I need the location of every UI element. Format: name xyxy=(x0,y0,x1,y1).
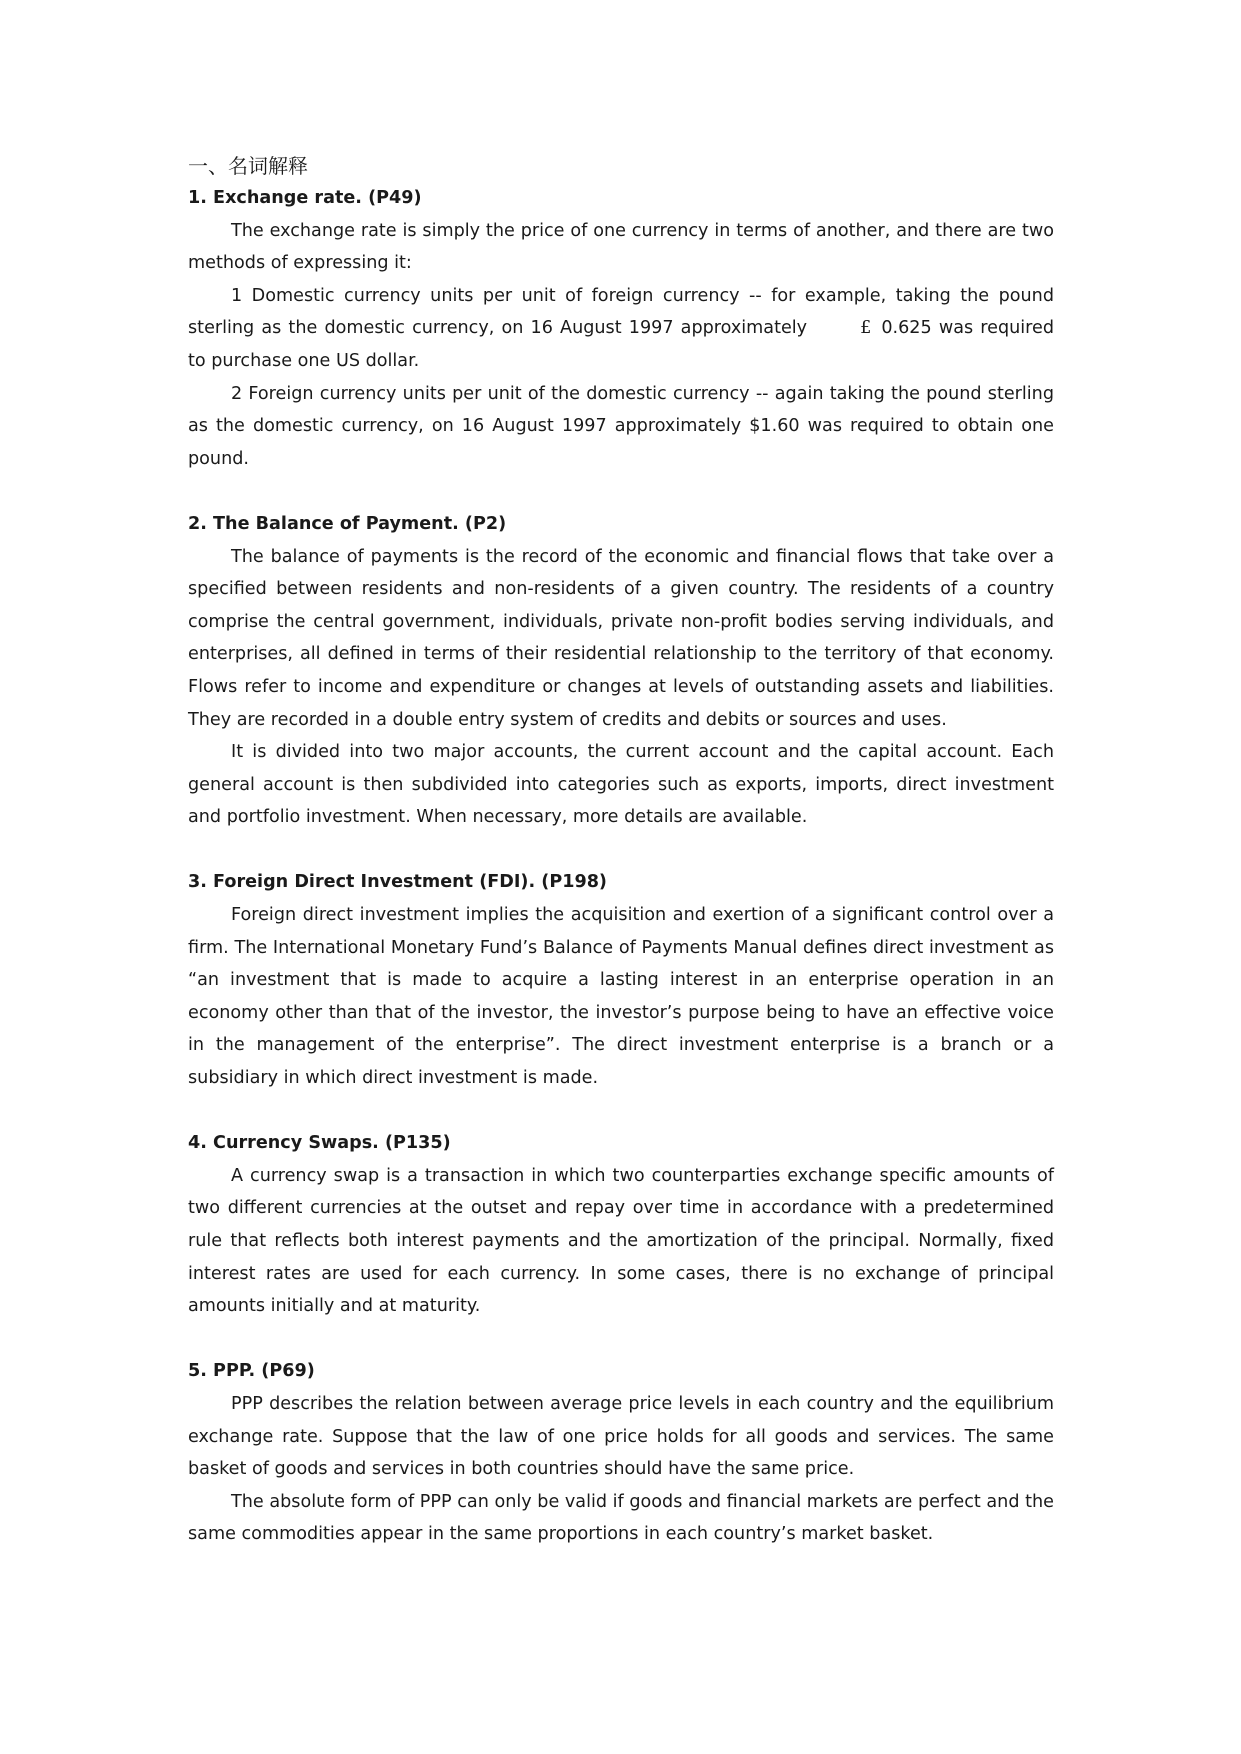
paragraph: The absolute form of PPP can only be valid if goods and financial markets are perfect and the same commodities appear in the same proportions in each country’s market basket. xyxy=(188,1491,1054,1545)
term-heading: 3. Foreign Direct Investment (FDI). (P198) xyxy=(188,872,607,893)
term-heading: 4. Currency Swaps. (P135) xyxy=(188,1133,451,1154)
term-heading: 2. The Balance of Payment. (P2) xyxy=(188,513,507,534)
section-title: 一、名词解释 xyxy=(188,154,308,178)
entry-balance-of-payment xyxy=(188,508,1054,834)
entry-foreign-direct-investment xyxy=(188,866,1054,1094)
entry-exchange-rate xyxy=(188,182,1054,475)
paragraph: It is divided into two major accounts, the current account and the capital account. Each general account is then subdivided into categories such as exports, imports, direct investment and portfolio investment. When necessary, more details are available. xyxy=(188,742,1054,828)
paragraph-text: 0.625 was required to purchase one US dollar. xyxy=(188,318,1055,371)
paragraph: The balance of payments is the record of the economic and financial flows that take over a specified between residents and non-residents of a given country. The residents of a country comprise the central government, individuals, private non-profit bodies serving individuals, and enterprises, all defined in terms of their residential relationship to the territory of that economy. Flows refer to income and expenditure or changes at levels of outstanding assets and liabilities. They are recorded in a double entry system of credits and debits or sources and uses. xyxy=(188,546,1054,730)
entry-currency-swaps xyxy=(188,1127,1054,1323)
paragraph xyxy=(188,280,1054,378)
pound-sterling-symbol: £ xyxy=(860,318,872,339)
document-page xyxy=(188,150,1054,1551)
paragraph-text: 1 Domestic currency units per unit of foreign currency -- for example, taking the pound sterling as the domestic currency, on 16 August 1997 approximately xyxy=(188,285,1054,339)
paragraph: Foreign direct investment implies the acquisition and exertion of a significant control over a firm. The International Monetary Fund’s Balance of Payments Manual defines direct investment as “an investment that is made to acquire a lasting interest in an enterprise operation in an economy other than that of the investor, the investor’s purpose being to have an effective voice in the management of the enterprise”. The direct investment enterprise is a branch or a subsidiary in which direct investment is made. xyxy=(188,905,1054,1089)
term-heading: 5. PPP. (P69) xyxy=(188,1361,315,1382)
paragraph: PPP describes the relation between average price levels in each country and the equilibrium exchange rate. Suppose that the law of one price holds for all goods and services. The same basket of goods and services in both countries should have the same price. xyxy=(188,1393,1054,1480)
entry-ppp xyxy=(188,1355,1054,1551)
paragraph: A currency swap is a transaction in which two counterparties exchange specific amounts of two different currencies at the outset and repay over time in accordance with a predetermined rule that reflects both interest payments and the amortization of the principal. Normally, fixed interest rates are used for each currency. In some cases, there is no exchange of principal amounts initially and at maturity. xyxy=(188,1165,1054,1317)
term-heading: 1. Exchange rate. (P49) xyxy=(188,188,422,208)
paragraph: The exchange rate is simply the price of one currency in terms of another, and there are two methods of expressing it: xyxy=(188,220,1054,274)
paragraph: 2 Foreign currency units per unit of the domestic currency -- again taking the pound sterling as the domestic currency, on 16 August 1997 approximately $1.60 was required to obtain one pound. xyxy=(188,383,1054,469)
